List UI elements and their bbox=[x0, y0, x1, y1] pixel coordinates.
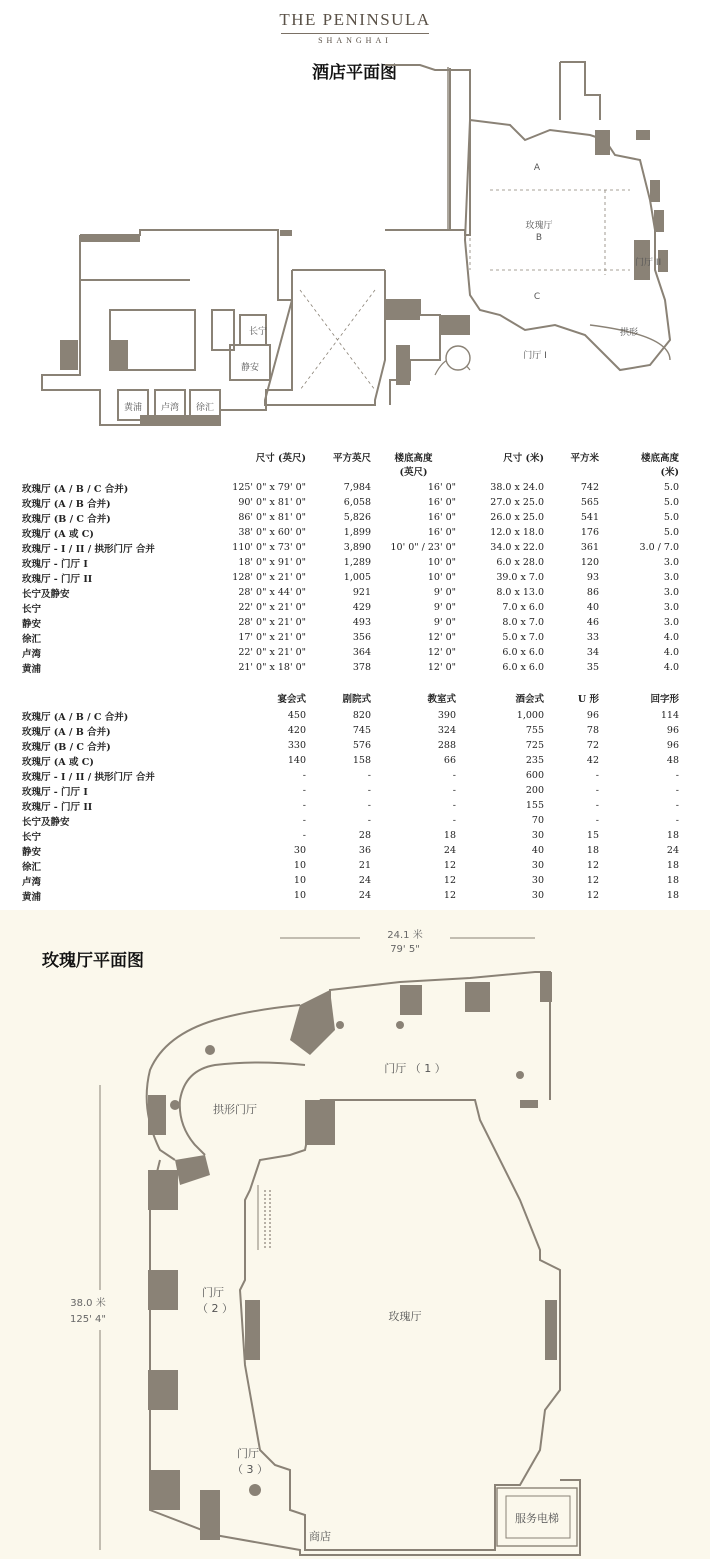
room-name-cell: 长宁及静安 bbox=[22, 816, 70, 828]
table-cell: 7.0 x 6.0 bbox=[502, 602, 544, 613]
table-cell: 21' 0" x 18' 0" bbox=[238, 662, 306, 673]
table-row bbox=[22, 843, 679, 858]
table-cell: 10' 0" bbox=[427, 557, 456, 568]
table-cell: 21 bbox=[358, 860, 371, 871]
table-cell: 8.0 x 7.0 bbox=[502, 617, 544, 628]
table-cell: 541 bbox=[580, 512, 599, 523]
table-cell: 22' 0" x 21' 0" bbox=[238, 647, 306, 658]
table-cell: 12 bbox=[586, 890, 599, 901]
table-cell: 30 bbox=[531, 860, 544, 871]
table-cell: - bbox=[367, 785, 371, 796]
table-cell: 17' 0" x 21' 0" bbox=[238, 632, 306, 643]
table-cell: - bbox=[452, 800, 456, 811]
table-cell: 4.0 bbox=[663, 647, 679, 658]
table-cell: 93 bbox=[586, 572, 599, 583]
table-cell: 12 bbox=[586, 875, 599, 886]
table-cell: 361 bbox=[580, 542, 599, 553]
table-cell: - bbox=[452, 785, 456, 796]
col-header: 楼底高度 (米) bbox=[640, 453, 679, 478]
table-cell: 12 bbox=[443, 860, 456, 871]
table-cell: 120 bbox=[580, 557, 599, 568]
room-name-cell: 玫瑰厅 (A / B 合并) bbox=[22, 726, 111, 738]
table-row bbox=[22, 888, 679, 903]
table-cell: 12 bbox=[443, 875, 456, 886]
table-cell: 12' 0" bbox=[427, 662, 456, 673]
table-cell: 4.0 bbox=[663, 632, 679, 643]
table-cell: 12.0 x 18.0 bbox=[490, 527, 544, 538]
label-lobby-3: 门厅 bbox=[237, 1447, 259, 1460]
table-cell: 90' 0" x 81' 0" bbox=[238, 497, 306, 508]
table-row bbox=[22, 525, 679, 540]
table-cell: 155 bbox=[525, 800, 544, 811]
label-lobby-2: 门厅 II bbox=[635, 258, 662, 268]
table-cell: 600 bbox=[525, 770, 544, 781]
room-name-cell: 玫瑰厅 (A / B / C 合并) bbox=[22, 483, 129, 495]
table-cell: 30 bbox=[293, 845, 306, 856]
table-cell: 16' 0" bbox=[427, 497, 456, 508]
table-cell: 114 bbox=[660, 710, 679, 721]
room-name-cell: 静安 bbox=[22, 846, 42, 858]
label-rose-b: 玫瑰厅 B bbox=[525, 221, 553, 243]
label-shop: 商店 bbox=[309, 1530, 331, 1543]
label-service-elevator: 服务电梯 bbox=[515, 1512, 559, 1525]
label-lobby-2: 门厅 bbox=[202, 1286, 224, 1299]
table-cell: 8.0 x 13.0 bbox=[496, 587, 544, 598]
table-cell: 125' 0" x 79' 0" bbox=[232, 482, 306, 493]
table-cell: 96 bbox=[666, 740, 679, 751]
brand-logo bbox=[0, 10, 710, 45]
table-cell: 5.0 bbox=[663, 497, 679, 508]
room-name-cell: 玫瑰厅 (A / B 合并) bbox=[22, 498, 111, 510]
table-cell: 18' 0" x 91' 0" bbox=[238, 557, 306, 568]
table-cell: 16' 0" bbox=[427, 527, 456, 538]
table-cell: 110' 0" x 73' 0" bbox=[232, 542, 306, 553]
table-cell: 5,826 bbox=[343, 512, 371, 523]
table-cell: 576 bbox=[352, 740, 371, 751]
table-cell: 10 bbox=[293, 890, 306, 901]
table-cell: - bbox=[302, 785, 306, 796]
table-row bbox=[22, 828, 679, 843]
dim-height-m: 38.0 米 bbox=[70, 1298, 106, 1309]
table-row bbox=[22, 570, 679, 585]
room-name-cell: 长宁 bbox=[22, 603, 42, 615]
table-cell: 30 bbox=[531, 890, 544, 901]
table-cell: 820 bbox=[352, 710, 371, 721]
table-cell: 6.0 x 6.0 bbox=[502, 662, 544, 673]
table-row bbox=[22, 615, 679, 630]
table-cell: 70 bbox=[531, 815, 544, 826]
logo-divider bbox=[281, 33, 429, 34]
table-cell: 3.0 / 7.0 bbox=[639, 542, 679, 553]
table-cell: 27.0 x 25.0 bbox=[490, 497, 544, 508]
table-cell: 39.0 x 7.0 bbox=[496, 572, 544, 583]
table-cell: 176 bbox=[580, 527, 599, 538]
table-cell: 26.0 x 25.0 bbox=[490, 512, 544, 523]
table-cell: 86' 0" x 81' 0" bbox=[238, 512, 306, 523]
label-luwan: 卢湾 bbox=[160, 403, 180, 413]
table-cell: 36 bbox=[358, 845, 371, 856]
table-cell: 7,984 bbox=[343, 482, 371, 493]
rose-hall-section bbox=[0, 910, 710, 1559]
table-row bbox=[22, 723, 679, 738]
table-cell: 12 bbox=[443, 890, 456, 901]
table-row bbox=[22, 783, 679, 798]
dim-width-ft: 79' 5" bbox=[390, 944, 420, 955]
table-cell: 200 bbox=[525, 785, 544, 796]
room-name-cell: 长宁及静安 bbox=[22, 588, 70, 600]
room-size-table bbox=[22, 452, 679, 675]
table-cell: - bbox=[367, 770, 371, 781]
room-name-cell: 徐汇 bbox=[22, 633, 42, 645]
table-cell: 9' 0" bbox=[433, 587, 456, 598]
table-cell: 5.0 bbox=[663, 527, 679, 538]
table-cell: - bbox=[675, 770, 679, 781]
table-row bbox=[22, 798, 679, 813]
table-cell: 725 bbox=[525, 740, 544, 751]
table-cell: 78 bbox=[586, 725, 599, 736]
table-cell: 1,005 bbox=[343, 572, 371, 583]
col-header: 剧院式 bbox=[342, 694, 371, 705]
table-cell: 10' 0" bbox=[427, 572, 456, 583]
label-rose-hall: 玫瑰厅 bbox=[388, 1310, 422, 1323]
table-cell: 18 bbox=[666, 890, 679, 901]
table-cell: 6,058 bbox=[343, 497, 371, 508]
table-cell: 12 bbox=[586, 860, 599, 871]
table-row bbox=[22, 510, 679, 525]
col-header: 回字形 bbox=[650, 694, 679, 705]
table-cell: 742 bbox=[580, 482, 599, 493]
room-name-cell: 玫瑰厅 - 门厅 II bbox=[22, 573, 93, 585]
table-row bbox=[22, 813, 679, 828]
col-header: 教室式 bbox=[427, 694, 456, 705]
room-name-cell: 玫瑰厅 - I / II / 拱形门厅 合并 bbox=[22, 771, 155, 783]
table-cell: 128' 0" x 21' 0" bbox=[232, 572, 306, 583]
table-cell: 18 bbox=[443, 830, 456, 841]
table-cell: 755 bbox=[525, 725, 544, 736]
table-cell: 28' 0" x 44' 0" bbox=[238, 587, 306, 598]
table-cell: 5.0 x 7.0 bbox=[502, 632, 544, 643]
room-name-cell: 徐汇 bbox=[22, 861, 42, 873]
table-row bbox=[22, 768, 679, 783]
col-header: U 形 bbox=[577, 694, 599, 705]
room-name-cell: 玫瑰厅 (A 或 C) bbox=[22, 528, 94, 540]
table-cell: - bbox=[302, 770, 306, 781]
table-cell: 3.0 bbox=[663, 617, 679, 628]
col-header: 酒会式 bbox=[515, 694, 544, 705]
table-cell: 9' 0" bbox=[433, 617, 456, 628]
table-cell: 1,899 bbox=[343, 527, 371, 538]
table-cell: 33 bbox=[586, 632, 599, 643]
table-cell: - bbox=[302, 830, 306, 841]
table-cell: 28' 0" x 21' 0" bbox=[238, 617, 306, 628]
table-cell: 40 bbox=[531, 845, 544, 856]
table-cell: 6.0 x 6.0 bbox=[502, 647, 544, 658]
table-row bbox=[22, 495, 679, 510]
table-cell: 429 bbox=[352, 602, 371, 613]
table-cell: 34.0 x 22.0 bbox=[490, 542, 544, 553]
room-name-cell: 玫瑰厅 - 门厅 I bbox=[22, 786, 88, 798]
table-cell: 96 bbox=[586, 710, 599, 721]
table-row bbox=[22, 738, 679, 753]
label-huangpu: 黄浦 bbox=[123, 403, 143, 413]
table-cell: 40 bbox=[586, 602, 599, 613]
table-cell: 24 bbox=[666, 845, 679, 856]
table-cell: 140 bbox=[287, 755, 306, 766]
table-cell: 24 bbox=[358, 890, 371, 901]
table-cell: 18 bbox=[666, 875, 679, 886]
table-cell: 330 bbox=[287, 740, 306, 751]
room-name-cell: 玫瑰厅 (A 或 C) bbox=[22, 756, 94, 768]
table-cell: 18 bbox=[666, 830, 679, 841]
label-rose-a: A bbox=[533, 163, 541, 173]
table-row bbox=[22, 660, 679, 675]
table-cell: 72 bbox=[586, 740, 599, 751]
table-cell: - bbox=[595, 770, 599, 781]
table-cell: 16' 0" bbox=[427, 512, 456, 523]
table-row bbox=[22, 873, 679, 888]
room-name-cell: 静安 bbox=[22, 618, 42, 630]
col-header: 宴会式 bbox=[277, 694, 306, 705]
table-cell: 46 bbox=[586, 617, 599, 628]
table-cell: - bbox=[367, 815, 371, 826]
table-cell: - bbox=[302, 800, 306, 811]
table-cell: 745 bbox=[352, 725, 371, 736]
logo-city: SHANGHAI bbox=[318, 36, 392, 45]
room-name-cell: 玫瑰厅 (A / B / C 合并) bbox=[22, 711, 129, 723]
table-row bbox=[22, 630, 679, 645]
table-cell: 10 bbox=[293, 860, 306, 871]
table-cell: 3,890 bbox=[343, 542, 371, 553]
table-cell: 30 bbox=[531, 830, 544, 841]
table-cell: 1,289 bbox=[343, 557, 371, 568]
table-cell: - bbox=[452, 815, 456, 826]
col-header: 平方米 bbox=[570, 453, 599, 464]
table-cell: 1,000 bbox=[516, 710, 544, 721]
table-cell: 42 bbox=[586, 755, 599, 766]
table-cell: - bbox=[675, 785, 679, 796]
label-changning: 长宁 bbox=[248, 327, 268, 337]
table-cell: 6.0 x 28.0 bbox=[496, 557, 544, 568]
table-cell: 493 bbox=[352, 617, 371, 628]
table-cell: 565 bbox=[580, 497, 599, 508]
table-cell: 18 bbox=[666, 860, 679, 871]
label-lobby-3-num: （ 3 ） bbox=[232, 1463, 268, 1476]
room-name-cell: 黄浦 bbox=[22, 891, 42, 903]
table-cell: 9' 0" bbox=[433, 602, 456, 613]
table-cell: 48 bbox=[666, 755, 679, 766]
table-row bbox=[22, 600, 679, 615]
label-lobby-2-num: （ 2 ） bbox=[197, 1302, 233, 1315]
room-name-cell: 黄浦 bbox=[22, 663, 42, 675]
table-cell: 378 bbox=[352, 662, 371, 673]
rose-plan-title: 玫瑰厅平面图 bbox=[42, 951, 144, 971]
table-cell: 10' 0" / 23' 0" bbox=[390, 542, 456, 553]
table-cell: - bbox=[595, 800, 599, 811]
table-cell: 15 bbox=[586, 830, 599, 841]
col-header: 尺寸 (米) bbox=[503, 453, 544, 464]
hotel-floor-plan bbox=[30, 60, 690, 440]
table-row bbox=[22, 555, 679, 570]
label-rose-c: C bbox=[533, 292, 541, 302]
logo-name: THE PENINSULA bbox=[279, 10, 431, 29]
table-cell: 30 bbox=[531, 875, 544, 886]
table-cell: 24 bbox=[358, 875, 371, 886]
table-cell: 16' 0" bbox=[427, 482, 456, 493]
table-cell: 12' 0" bbox=[427, 632, 456, 643]
table-cell: 3.0 bbox=[663, 557, 679, 568]
table-cell: 38' 0" x 60' 0" bbox=[238, 527, 306, 538]
label-lobby-1: 门厅 I bbox=[523, 351, 547, 361]
table-cell: 4.0 bbox=[663, 662, 679, 673]
table-cell: 450 bbox=[287, 710, 306, 721]
table-cell: - bbox=[595, 785, 599, 796]
table-cell: 96 bbox=[666, 725, 679, 736]
table-cell: 86 bbox=[586, 587, 599, 598]
table-cell: 364 bbox=[352, 647, 371, 658]
table-cell: 158 bbox=[352, 755, 371, 766]
label-lobby-1: 门厅 （ 1 ） bbox=[384, 1062, 446, 1075]
col-header: 平方英尺 bbox=[332, 453, 371, 464]
dim-width-m: 24.1 米 bbox=[387, 930, 423, 941]
table-cell: 12' 0" bbox=[427, 647, 456, 658]
room-name-cell: 长宁 bbox=[22, 831, 42, 843]
table-cell: 390 bbox=[437, 710, 456, 721]
col-header: 尺寸 (英尺) bbox=[255, 453, 306, 464]
room-name-cell: 卢湾 bbox=[22, 648, 42, 660]
table-cell: 28 bbox=[358, 830, 371, 841]
table-cell: - bbox=[675, 815, 679, 826]
room-name-cell: 玫瑰厅 - I / II / 拱形门厅 合并 bbox=[22, 543, 155, 555]
room-name-cell: 卢湾 bbox=[22, 876, 42, 888]
room-name-cell: 玫瑰厅 (B / C 合并) bbox=[22, 741, 111, 753]
capacity-table bbox=[22, 693, 679, 903]
table-cell: 921 bbox=[352, 587, 371, 598]
table-row bbox=[22, 858, 679, 873]
table-cell: - bbox=[302, 815, 306, 826]
table-cell: - bbox=[595, 815, 599, 826]
table-cell: 3.0 bbox=[663, 587, 679, 598]
label-arch-lobby: 拱形门厅 bbox=[213, 1103, 257, 1116]
table-row bbox=[22, 540, 679, 555]
table-cell: 3.0 bbox=[663, 572, 679, 583]
table-row bbox=[22, 480, 679, 495]
table-row bbox=[22, 753, 679, 768]
room-name-cell: 玫瑰厅 - 门厅 I bbox=[22, 558, 88, 570]
table-row bbox=[22, 645, 679, 660]
room-name-cell: 玫瑰厅 - 门厅 II bbox=[22, 801, 93, 813]
table-cell: 24 bbox=[443, 845, 456, 856]
table-cell: 66 bbox=[443, 755, 456, 766]
table-cell: 420 bbox=[287, 725, 306, 736]
table-cell: 5.0 bbox=[663, 482, 679, 493]
label-xuhui: 徐汇 bbox=[195, 403, 215, 413]
table-row bbox=[22, 708, 679, 723]
table-cell: 38.0 x 24.0 bbox=[490, 482, 544, 493]
table-cell: - bbox=[367, 800, 371, 811]
table-cell: 288 bbox=[437, 740, 456, 751]
table-cell: 3.0 bbox=[663, 602, 679, 613]
room-name-cell: 玫瑰厅 (B / C 合并) bbox=[22, 513, 111, 525]
dim-height-ft: 125' 4" bbox=[70, 1314, 106, 1325]
table-cell: - bbox=[452, 770, 456, 781]
table-cell: - bbox=[675, 800, 679, 811]
label-jingan: 静安 bbox=[240, 363, 260, 373]
table-cell: 22' 0" x 21' 0" bbox=[238, 602, 306, 613]
hotel-plan-title: 酒店平面图 bbox=[312, 63, 397, 83]
label-arch: 拱形 bbox=[620, 328, 639, 338]
table-row bbox=[22, 585, 679, 600]
col-header: 楼底高度 (英尺) bbox=[394, 453, 433, 478]
table-cell: 10 bbox=[293, 875, 306, 886]
table-cell: 34 bbox=[586, 647, 599, 658]
table-cell: 235 bbox=[525, 755, 544, 766]
table-cell: 35 bbox=[586, 662, 599, 673]
table-cell: 356 bbox=[352, 632, 371, 643]
table-cell: 324 bbox=[437, 725, 456, 736]
rose-hall-floor-plan bbox=[0, 910, 710, 1559]
table-cell: 5.0 bbox=[663, 512, 679, 523]
table-cell: 18 bbox=[586, 845, 599, 856]
